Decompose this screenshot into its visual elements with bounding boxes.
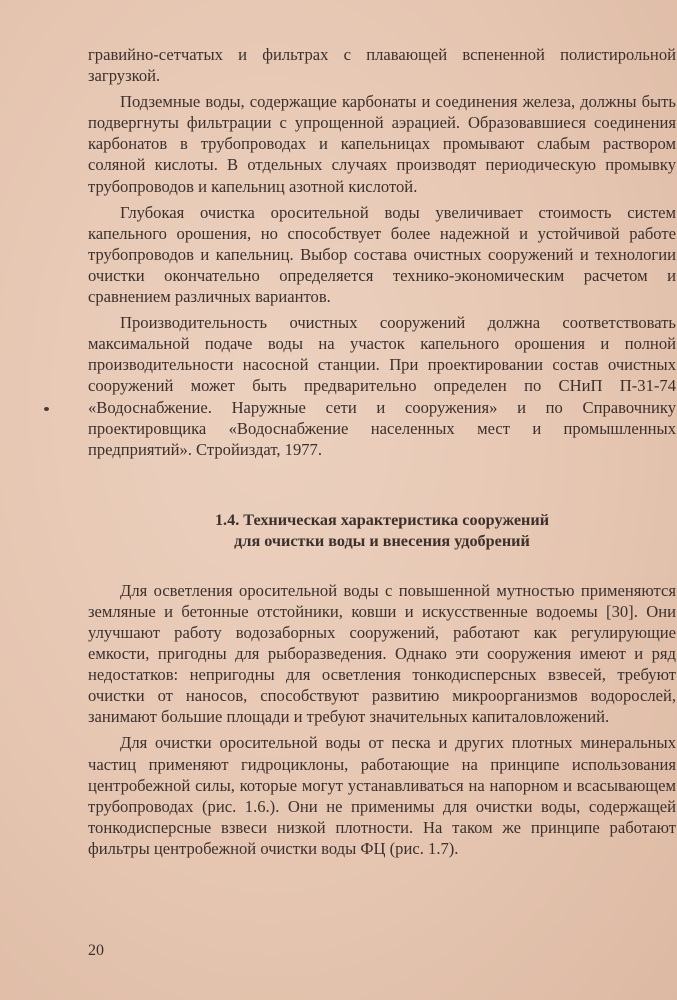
page-number: 20 <box>88 942 104 959</box>
paragraph-deep-cleaning: Глубокая очистка оросительной воды увеличивает стоимость систем капельного орошения, но способствует более надежной и устойчивой работе трубопроводов и капельниц. Выбор состава очистных сооружений и технологии очистки окончательно определяется технико-экономическим расчетом и сравнением различных вариантов. <box>88 202 676 307</box>
paragraph-continued: гравийно-сетчатых и фильтрах с плавающей вспененной полистирольной загрузкой. <box>88 45 676 86</box>
section-heading <box>88 510 676 552</box>
section-heading-line-1: 1.4. Техническая характеристика сооружений <box>214 510 550 529</box>
paragraph-hydrocyclones: Для очистки оросительной воды от песка и других плотных минеральных частиц применяют гидроциклоны, работающие на принципе использования центробежной силы, которые могут устанавливаться на напорном и всасывающем трубопроводах (рис. 1.6.). Они не применимы для очистки воды, содержащей тонкодисперсные взвеси низкой плотности. На таком же принципе работают фильтры центробежной очистки воды ФЦ (рис. 1.7). <box>88 733 676 858</box>
page-speck <box>44 407 49 411</box>
paragraph-clarification: Для осветления оросительной воды с повышенной мутностью применяются земляные и бетонные отстойники, ковши и искусственные водоемы [30]. Они улучшают работу водозаборных сооружений, работают как регулирующие емкости, пригодны для рыборазведения. Однако эти сооружения имеют и ряд недостатков: непригодны для осветления тонкодисперсных взвесей, требуют очистки от наносов, способствуют развитию микроорганизмов водорослей, занимают большие площади и требуют значительных капиталовложений. <box>88 580 676 727</box>
paragraph-groundwater: Подземные воды, содержащие карбонаты и соединения железа, должны быть подвергнуты фильтрации с упрощенной аэрацией. Образовавшиеся соединения карбонатов в трубопроводах и капельницах промывают слабым раствором соляной кислоты. В отдельных случаях производят периодическую промывку трубопроводов и капельниц азотной кислотой. <box>88 92 676 196</box>
paragraph-productivity: Производительность очистных сооружений должна соответствовать максимальной подаче воды на участок капельного орошения и полной производительности насосной станции. При проектировании состав очистных сооружений может быть предварительно определен по СНиП П-31-74 «Водоснабжение. Наружные сети и сооружения» и по Справочнику проектировщика «Водоснабжение населенных мест и промышленных предприятий». Стройиздат, 1977. <box>88 313 676 459</box>
section-heading-line-2: для очистки воды и внесения удобрений <box>234 531 530 550</box>
page-text <box>88 44 676 859</box>
